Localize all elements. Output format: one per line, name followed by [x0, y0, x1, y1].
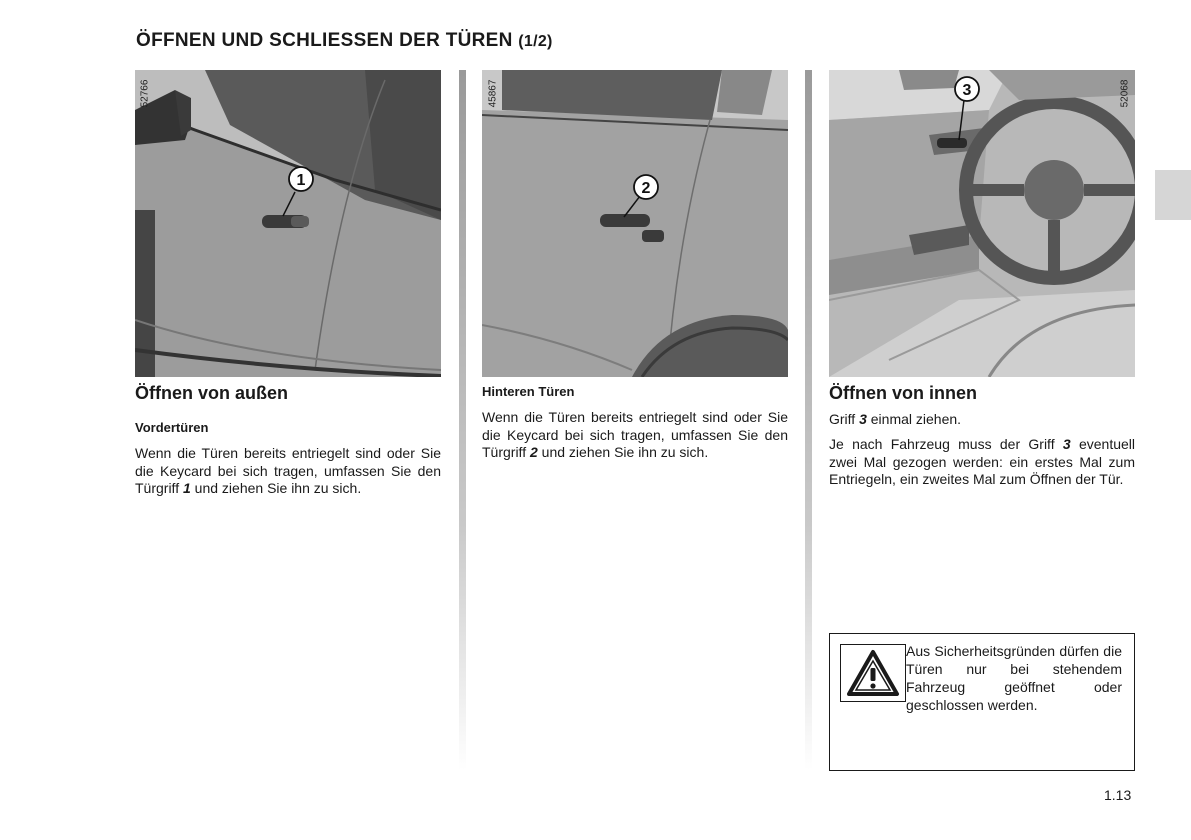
- column-divider-left: [459, 70, 466, 770]
- handle-ref-2: 2: [529, 444, 538, 460]
- rear-door-illustration: [482, 70, 788, 377]
- front-door-drawing: [135, 70, 441, 377]
- handle-ref-1: 1: [182, 480, 191, 496]
- front-door-illustration: [135, 70, 441, 377]
- paragraph-front-doors: [135, 445, 441, 498]
- paragraph-rear-doors: [482, 409, 788, 462]
- subheading-front-doors: Vordertüren: [135, 420, 209, 435]
- page-number: 1.13: [1104, 787, 1132, 803]
- callout-3: 3: [962, 82, 972, 99]
- callout-1: 1: [296, 172, 306, 189]
- image-ref-45867: 45867: [487, 79, 499, 108]
- text-fragment: Wenn die Türen bereits entriegelt sind oder Sie die Keycard bei sich tragen, umfassen Sie den Türgriff: [135, 445, 441, 496]
- column-divider-right: [805, 70, 812, 770]
- text-fragment: Griff: [829, 411, 860, 427]
- handle-ref-3: 3: [859, 411, 867, 427]
- heading-open-inside: Öffnen von innen: [829, 383, 977, 403]
- warning-triangle-icon: [846, 649, 900, 697]
- interior-handle-drawing: [829, 70, 1135, 377]
- page-title: [136, 30, 553, 52]
- text-fragment: und ziehen Sie ihn zu sich.: [190, 480, 362, 496]
- text-fragment: eventuell zwei Mal gezogen werden: ein erstes Mal zum Entriegeln, ein zweites Mal zum Öffnen der Tür.: [829, 436, 1135, 487]
- text-fragment: und ziehen Sie ihn zu sich.: [537, 444, 709, 460]
- image-ref-52766: 52766: [139, 79, 151, 108]
- heading-open-outside: Öffnen von außen: [135, 383, 288, 403]
- image-ref-52068: 52068: [1119, 79, 1131, 108]
- warning-icon-frame: [840, 644, 906, 702]
- chapter-side-tab: [1155, 170, 1191, 220]
- handle-ref-3-second: 3: [1062, 436, 1071, 452]
- warning-text: Aus Sicherheitsgründen dürfen die Türen nur bei stehendem Fahrzeug geöffnet oder geschlossen werden.: [906, 643, 1122, 713]
- subheading-rear-doors: Hinteren Türen: [482, 384, 575, 399]
- text-fragment: einmal ziehen.: [866, 411, 962, 427]
- callout-2: 2: [641, 180, 651, 197]
- safety-warning-box: [829, 633, 1135, 771]
- text-fragment: Je nach Fahrzeug muss der Griff: [829, 436, 1063, 452]
- paragraph-pull-twice: [829, 436, 1135, 489]
- rear-door-drawing: [482, 70, 788, 377]
- interior-handle-illustration: [829, 70, 1135, 377]
- text-fragment: Wenn die Türen bereits entriegelt sind oder Sie die Keycard bei sich tragen, umfassen Sie den Türgriff: [482, 409, 788, 460]
- page-title-suffix: (1/2): [518, 33, 553, 50]
- page-title-text: ÖFFNEN UND SCHLIESSEN DER TÜREN: [136, 30, 513, 51]
- paragraph-pull-once: [829, 411, 1135, 429]
